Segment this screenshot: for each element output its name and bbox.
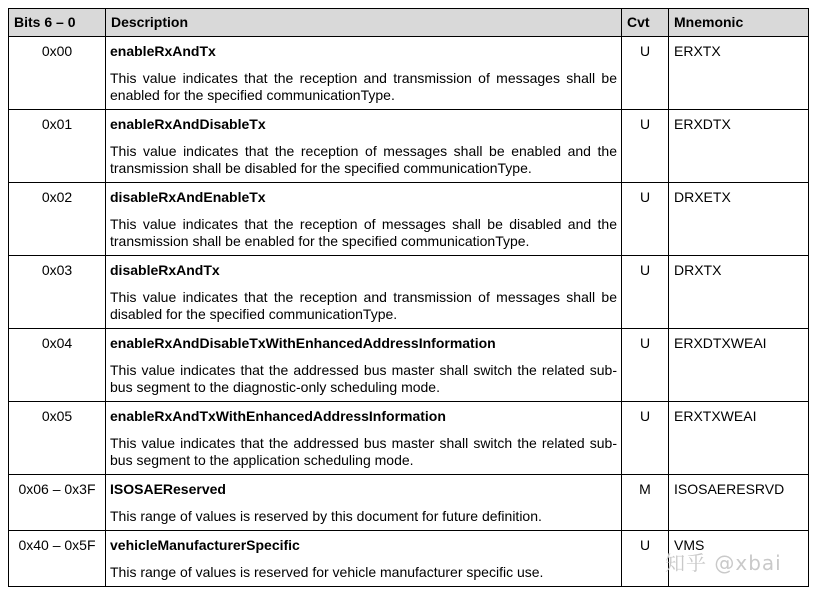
row-description [106, 183, 622, 256]
row-bits: 0x01 [9, 110, 106, 183]
row-cvt: U [622, 256, 669, 329]
row-name: vehicleManufacturerSpecific [110, 537, 300, 553]
table-row [9, 183, 809, 256]
table-row [9, 37, 809, 110]
row-name: enableRxAndDisableTxWithEnhancedAddressInformation [110, 335, 496, 351]
row-text: This value indicates that the addressed bus master shall switch the related sub-bus segment to the application scheduling mode. [110, 435, 617, 468]
header-bits: Bits 6 – 0 [9, 9, 106, 37]
row-text: This value indicates that the addressed bus master shall switch the related sub-bus segment to the diagnostic-only scheduling mode. [110, 362, 617, 395]
row-name: enableRxAndTx [110, 43, 216, 59]
row-mnemonic: VMS [669, 531, 809, 587]
header-cvt: Cvt [622, 9, 669, 37]
row-mnemonic: DRXETX [669, 183, 809, 256]
row-name: disableRxAndTx [110, 262, 220, 278]
row-mnemonic: ERXDTX [669, 110, 809, 183]
row-cvt: U [622, 402, 669, 475]
row-mnemonic: ERXDTXWEAI [669, 329, 809, 402]
table-row [9, 475, 809, 531]
row-bits: 0x06 – 0x3F [9, 475, 106, 531]
row-text: This range of values is reserved for vehicle manufacturer specific use. [110, 564, 544, 580]
row-cvt: U [622, 37, 669, 110]
table-row [9, 256, 809, 329]
row-mnemonic: DRXTX [669, 256, 809, 329]
row-description [106, 531, 622, 587]
row-mnemonic: ERXTX [669, 37, 809, 110]
row-description [106, 329, 622, 402]
table-row [9, 110, 809, 183]
row-name: enableRxAndDisableTx [110, 116, 266, 132]
row-cvt: U [622, 110, 669, 183]
header-mnemonic: Mnemonic [669, 9, 809, 37]
table-row [9, 402, 809, 475]
row-text: This range of values is reserved by this document for future definition. [110, 508, 542, 524]
row-bits: 0x02 [9, 183, 106, 256]
row-cvt: U [622, 531, 669, 587]
row-bits: 0x00 [9, 37, 106, 110]
communication-type-table [8, 8, 809, 587]
watermark: 知乎 @xbai [665, 551, 782, 575]
row-cvt: M [622, 475, 669, 531]
row-cvt: U [622, 329, 669, 402]
row-description [106, 402, 622, 475]
row-bits: 0x05 [9, 402, 106, 475]
row-description [106, 37, 622, 110]
row-name: disableRxAndEnableTx [110, 189, 266, 205]
row-name: ISOSAEReserved [110, 481, 226, 497]
row-text: This value indicates that the reception of messages shall be enabled and the transmission shall be disabled for the specified communicationType. [110, 143, 617, 176]
row-text: This value indicates that the reception of messages shall be disabled and the transmission shall be enabled for the specified communicationType. [110, 216, 617, 249]
row-mnemonic: ERXTXWEAI [669, 402, 809, 475]
row-description [106, 256, 622, 329]
row-description [106, 475, 622, 531]
row-description [106, 110, 622, 183]
row-bits: 0x04 [9, 329, 106, 402]
row-bits: 0x03 [9, 256, 106, 329]
row-text: This value indicates that the reception and transmission of messages shall be enabled for the specified communicationType. [110, 70, 617, 103]
table-header-row [9, 9, 809, 37]
table-row [9, 329, 809, 402]
row-text: This value indicates that the reception and transmission of messages shall be disabled for the specified communicationType. [110, 289, 617, 322]
row-bits: 0x40 – 0x5F [9, 531, 106, 587]
row-name: enableRxAndTxWithEnhancedAddressInformation [110, 408, 446, 424]
row-cvt: U [622, 183, 669, 256]
header-description: Description [106, 9, 622, 37]
row-mnemonic: ISOSAERESRVD [669, 475, 809, 531]
